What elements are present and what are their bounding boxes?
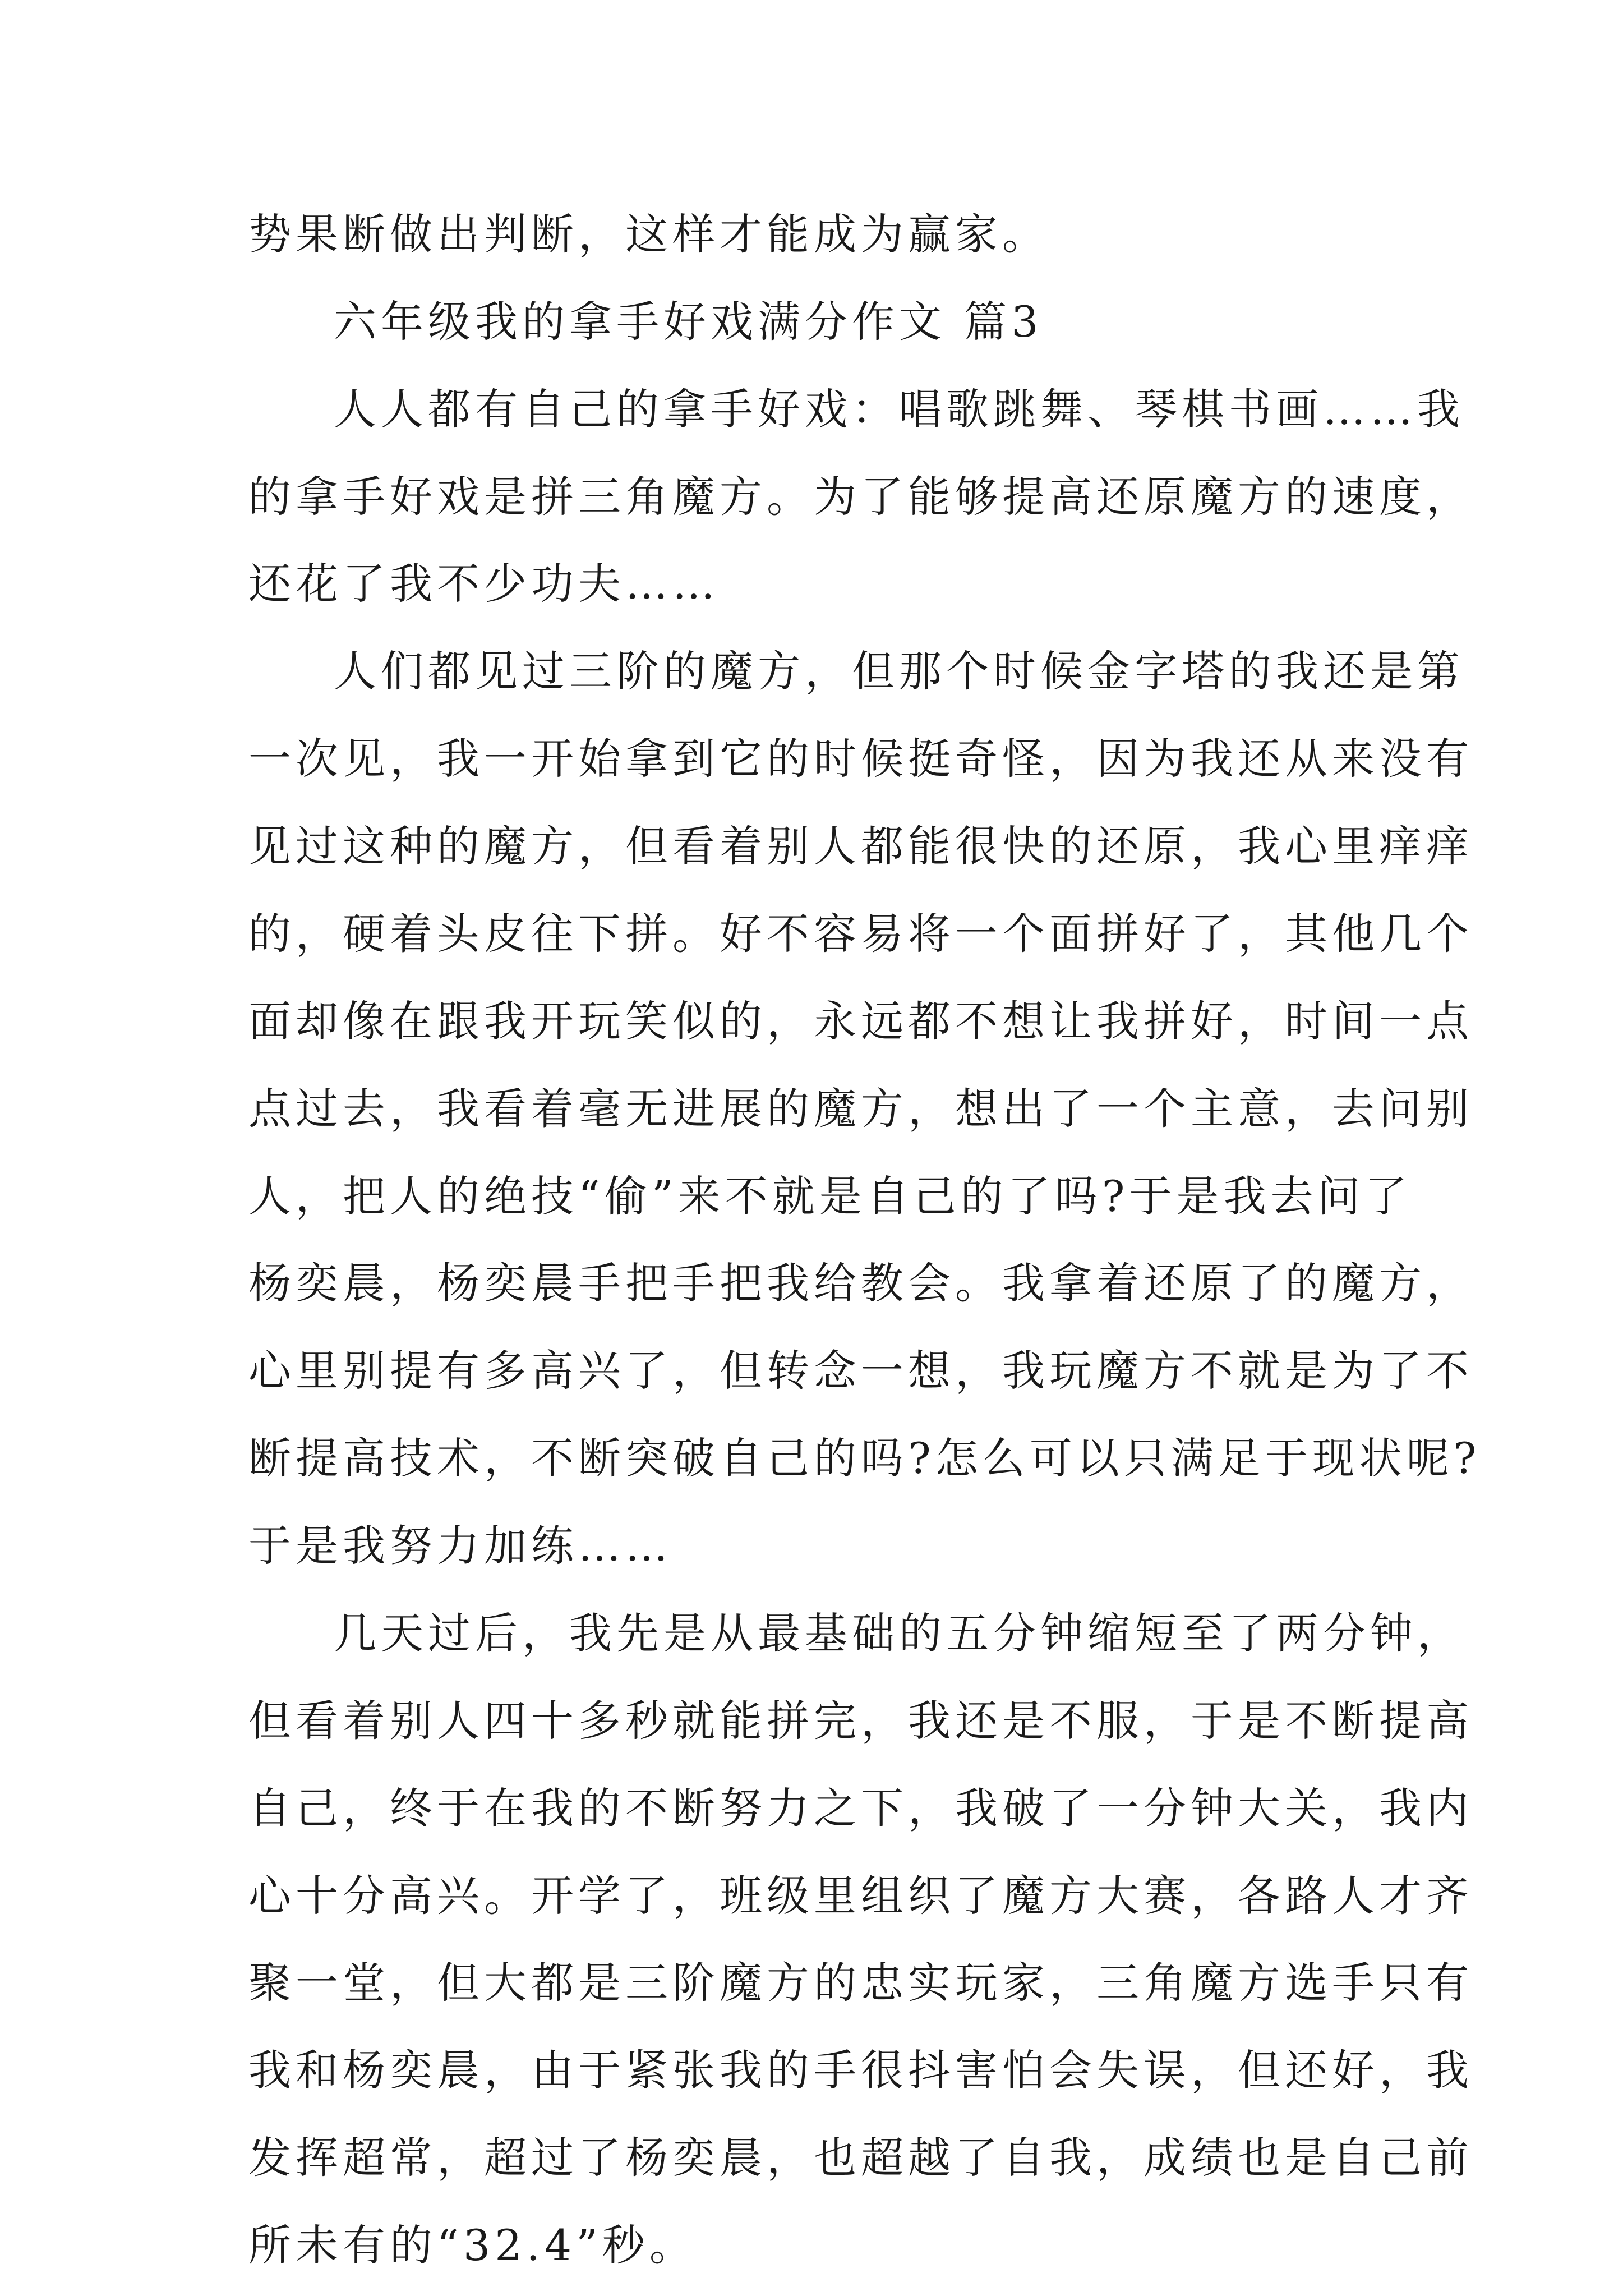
text-line: 自己，终于在我的不断努力之下，我破了一分钟大关，我内	[248, 1783, 1473, 1833]
text-line: 人们都见过三阶的魔方，但那个时候金字塔的我还是第	[334, 646, 1464, 697]
text-line: 断提高技术，不断突破自己的吗?怎么可以只满足于现状呢?	[248, 1433, 1481, 1484]
text-line: 心十分高兴。开学了，班级里组织了魔方大赛，各路人才齐	[248, 1870, 1473, 1921]
text-line: 的，硬着头皮往下拼。好不容易将一个面拼好了，其他几个	[248, 908, 1473, 959]
text-line: 还花了我不少功夫……	[248, 559, 720, 609]
text-line: 心里别提有多高兴了，但转念一想，我玩魔方不就是为了不	[248, 1346, 1473, 1396]
text-line: 于是我努力加练……	[248, 1521, 672, 1571]
text-line: 见过这种的魔方，但看着别人都能很快的还原，我心里痒痒	[248, 821, 1473, 872]
text-line: 一次见，我一开始拿到它的时候挺奇怪，因为我还从来没有	[248, 734, 1473, 784]
text-line: 所未有的“32.4”秒。	[248, 2220, 697, 2270]
text-line: 但看着别人四十多秒就能拼完，我还是不服，于是不断提高	[248, 1695, 1473, 1746]
text-line: 发挥超常，超过了杨奕晨，也超越了自我，成绩也是自己前	[248, 2133, 1473, 2183]
text-line: 聚一堂，但大都是三阶魔方的忠实玩家，三角魔方选手只有	[248, 1958, 1473, 2008]
text-line: 人，把人的绝技“偷”来不就是自己的了吗?于是我去问了	[248, 1171, 1412, 1221]
text-line: 杨奕晨，杨奕晨手把手把我给教会。我拿着还原了的魔方，	[248, 1258, 1473, 1309]
text-line: 点过去，我看着毫无进展的魔方，想出了一个主意，去问别	[248, 1083, 1473, 1134]
text-line: 的拿手好戏是拼三角魔方。为了能够提高还原魔方的速度，	[248, 471, 1473, 522]
section-heading: 六年级我的拿手好戏满分作文 篇3	[334, 296, 1043, 347]
text-line: 几天过后，我先是从最基础的五分钟缩短至了两分钟，	[334, 1608, 1464, 1658]
text-line: 势果断做出判断，这样才能成为赢家。	[248, 209, 1049, 259]
text-line: 人人都有自己的拿手好戏：唱歌跳舞、琴棋书画……我	[334, 384, 1464, 434]
text-line: 我和杨奕晨，由于紧张我的手很抖害怕会失误，但还好，我	[248, 2045, 1473, 2096]
text-line: 面却像在跟我开玩笑似的，永远都不想让我拼好，时间一点	[248, 996, 1473, 1046]
